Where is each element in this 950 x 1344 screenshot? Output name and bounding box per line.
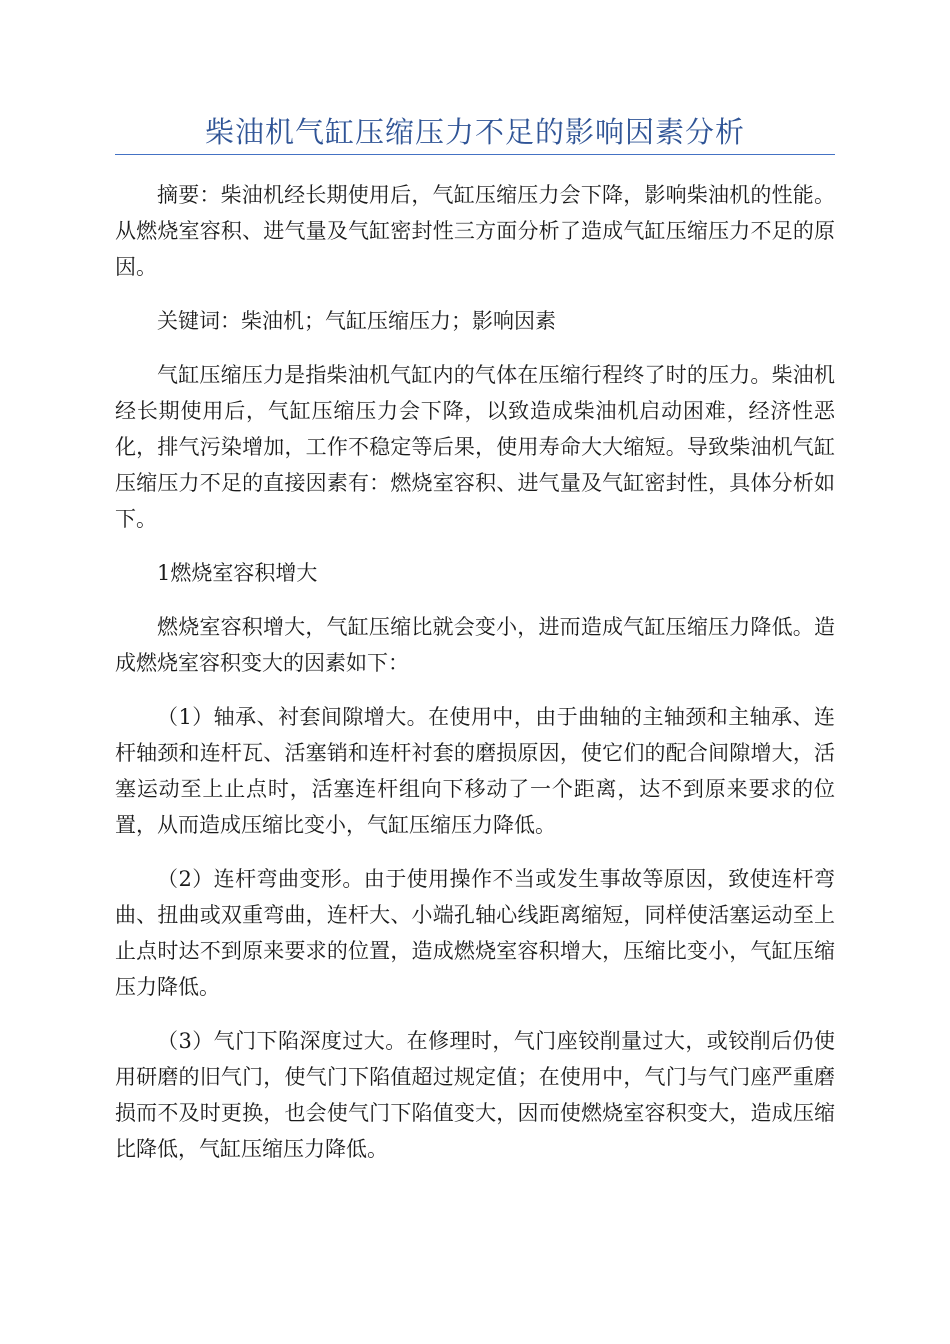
list-item-2: （2）连杆弯曲变形。由于使用操作不当或发生事故等原因，致使连杆弯曲、扭曲或双重弯曲，连杆大、小端孔轴心线距离缩短，同样使活塞运动至上止点时达不到原来要求的位置，造成燃烧室容积增大，压缩比变小，气缸压缩压力降低。 bbox=[115, 867, 835, 999]
document-title: 柴油机气缸压缩压力不足的影响因素分析 bbox=[204, 115, 745, 149]
section-intro-paragraph: 燃烧室容积增大，气缸压缩比就会变小，进而造成气缸压缩压力降低。造成燃烧室容积变大的因素如下： bbox=[115, 615, 835, 675]
keywords-paragraph: 关键词：柴油机；气缸压缩压力；影响因素 bbox=[157, 309, 556, 333]
section-heading: 1燃烧室容积增大 bbox=[157, 561, 318, 585]
list-item-3: （3）气门下陷深度过大。在修理时，气门座铰削量过大，或铰削后仍使用研磨的旧气门，使气门下陷值超过规定值；在使用中，气门与气门座严重磨损而不及时更换，也会使气门下陷值变大，因而使燃烧室容积变大，造成压缩比降低，气缸压缩压力降低。 bbox=[115, 1029, 835, 1161]
abstract-paragraph: 摘要：柴油机经长期使用后，气缸压缩压力会下降，影响柴油机的性能。从燃烧室容积、进气量及气缸密封性三方面分析了造成气缸压缩压力不足的原因。 bbox=[115, 183, 835, 279]
document-body bbox=[115, 177, 835, 1167]
document-page bbox=[115, 112, 835, 1167]
list-item-1: （1）轴承、衬套间隙增大。在使用中，由于曲轴的主轴颈和主轴承、连杆轴颈和连杆瓦、活塞销和连杆衬套的磨损原因，使它们的配合间隙增大，活塞运动至上止点时，活塞连杆组向下移动了一个距离，达不到原来要求的位置，从而造成压缩比变小，气缸压缩压力降低。 bbox=[115, 705, 835, 837]
title-underline bbox=[115, 154, 835, 155]
intro-paragraph: 气缸压缩压力是指柴油机气缸内的气体在压缩行程终了时的压力。柴油机经长期使用后，气缸压缩压力会下降，以致造成柴油机启动困难，经济性恶化，排气污染增加，工作不稳定等后果，使用寿命大大缩短。导致柴油机气缸压缩压力不足的直接因素有：燃烧室容积、进气量及气缸密封性，具体分析如下。 bbox=[115, 363, 835, 531]
